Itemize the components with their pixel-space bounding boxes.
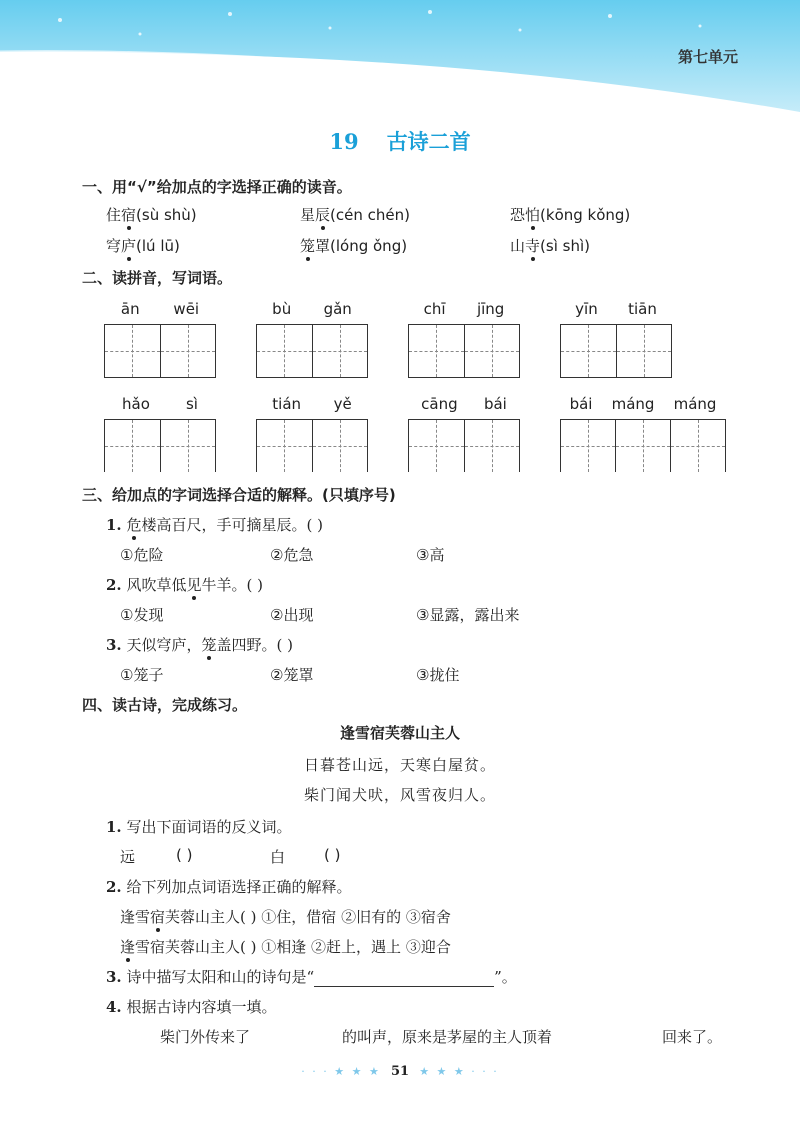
answer-line[interactable] — [314, 970, 494, 987]
s1-item-3: 恐怕(kōng kǒng) — [510, 206, 631, 224]
pinyin-group-baimangmang: bái máng máng — [560, 393, 726, 472]
writing-boxes[interactable] — [104, 324, 216, 378]
pinyin-group-tianye: tián yě — [256, 393, 368, 472]
writing-boxes[interactable] — [104, 419, 216, 472]
s3-q2-opt-1: ①发现 — [120, 606, 164, 624]
pinyin-group-haosi: hǎo sì — [104, 393, 216, 472]
s1-item-6: 山寺(sì shì) — [510, 237, 590, 255]
writing-boxes[interactable] — [560, 419, 726, 472]
lesson-name: 古诗二首 — [386, 129, 471, 154]
footer-stars-left: · · · ★ ★ ★ — [301, 1065, 381, 1078]
s4-q4-part-b: 的叫声，原来是茅屋的主人顶着 — [342, 1028, 553, 1046]
poem-title: 逢雪宿芙蓉山主人 — [339, 724, 460, 742]
s4-q2: 2. 给下列加点词语选择正确的解释。 — [106, 878, 352, 896]
s1-item-2: 星辰(cén chén) — [300, 206, 410, 224]
s3-q1-opt-3: ③高 — [416, 546, 445, 564]
answer-blank-2[interactable]: ( ) — [324, 846, 341, 864]
page-number: 51 — [390, 1064, 410, 1079]
s4-q1-word-2: 白 — [270, 848, 286, 866]
poem-line-2: 柴门闻犬吠，风雪夜归人。 — [303, 786, 496, 804]
s4-q4: 4. 根据古诗内容填一填。 — [106, 998, 277, 1016]
s3-q3-opt-1: ①笼子 — [120, 666, 164, 684]
poem-line-1: 日暮苍山远，天寒白屋贫。 — [303, 756, 496, 774]
s3-q2-opt-3: ③显露，露出来 — [416, 606, 520, 624]
lesson-title — [0, 126, 800, 156]
section-1-title: 一、用“√”给加点的字选择正确的读音。 — [82, 178, 352, 196]
pinyin-group-anwei: ān wēi — [104, 298, 216, 378]
lesson-number: 19 — [329, 129, 359, 154]
s3-q3-opt-2: ②笼罩 — [270, 666, 314, 684]
writing-boxes[interactable] — [256, 324, 368, 378]
s4-q2-b: 逢雪宿芙蓉山主人( ) ①相逢 ②赶上，遇上 ③迎合 — [120, 938, 451, 956]
writing-boxes[interactable] — [408, 419, 520, 472]
pinyin-group-bugan: bù gǎn — [256, 298, 368, 378]
s3-q2: 2. 风吹草低见牛羊。( ) — [106, 576, 263, 594]
footer-stars-right: ★ ★ ★ · · · — [419, 1065, 499, 1078]
s3-q1-opt-1: ①危险 — [120, 546, 164, 564]
section-2-title: 二、读拼音，写词语。 — [82, 269, 233, 287]
writing-boxes[interactable] — [560, 324, 672, 378]
pinyin-group-chijing: chī jīng — [408, 298, 520, 378]
s4-q1-word-1: 远 — [120, 848, 136, 866]
s3-q2-opt-2: ②出现 — [270, 606, 314, 624]
s3-q3: 3. 天似穹庐，笼盖四野。( ) — [106, 636, 293, 654]
writing-boxes[interactable] — [408, 324, 520, 378]
s3-q1-opt-2: ②危急 — [270, 546, 314, 564]
s3-q1: 1. 危楼高百尺，手可摘星辰。( ) — [106, 516, 323, 534]
s4-q2-a: 逢雪宿芙蓉山主人( ) ①住，借宿 ②旧有的 ③宿舍 — [120, 908, 451, 926]
section-3-title: 三、给加点的字词选择合适的解释。(只填序号) — [82, 486, 396, 504]
s1-item-1: 住宿(sù shù) — [106, 206, 197, 224]
answer-blank-1[interactable]: ( ) — [176, 846, 193, 864]
pinyin-group-cangbai: cāng bái — [408, 393, 520, 472]
s3-q3-opt-3: ③拢住 — [416, 666, 460, 684]
page-footer — [0, 1064, 800, 1079]
writing-boxes[interactable] — [256, 419, 368, 472]
s1-item-5: 笼罩(lóng ǒng) — [300, 237, 408, 255]
s1-item-4: 穹庐(lú lū) — [106, 237, 180, 255]
pinyin-group-yintian: yīn tiān — [560, 298, 672, 378]
unit-label: 第七单元 — [677, 48, 738, 66]
s4-q1: 1. 写出下面词语的反义词。 — [106, 818, 292, 836]
section-4-title: 四、读古诗，完成练习。 — [82, 696, 248, 714]
s4-q4-part-a: 柴门外传来了 — [160, 1028, 251, 1046]
s4-q3: 3. 诗中描写太阳和山的诗句是“ ”。 — [106, 968, 517, 986]
s4-q4-part-c: 回来了。 — [662, 1028, 723, 1046]
